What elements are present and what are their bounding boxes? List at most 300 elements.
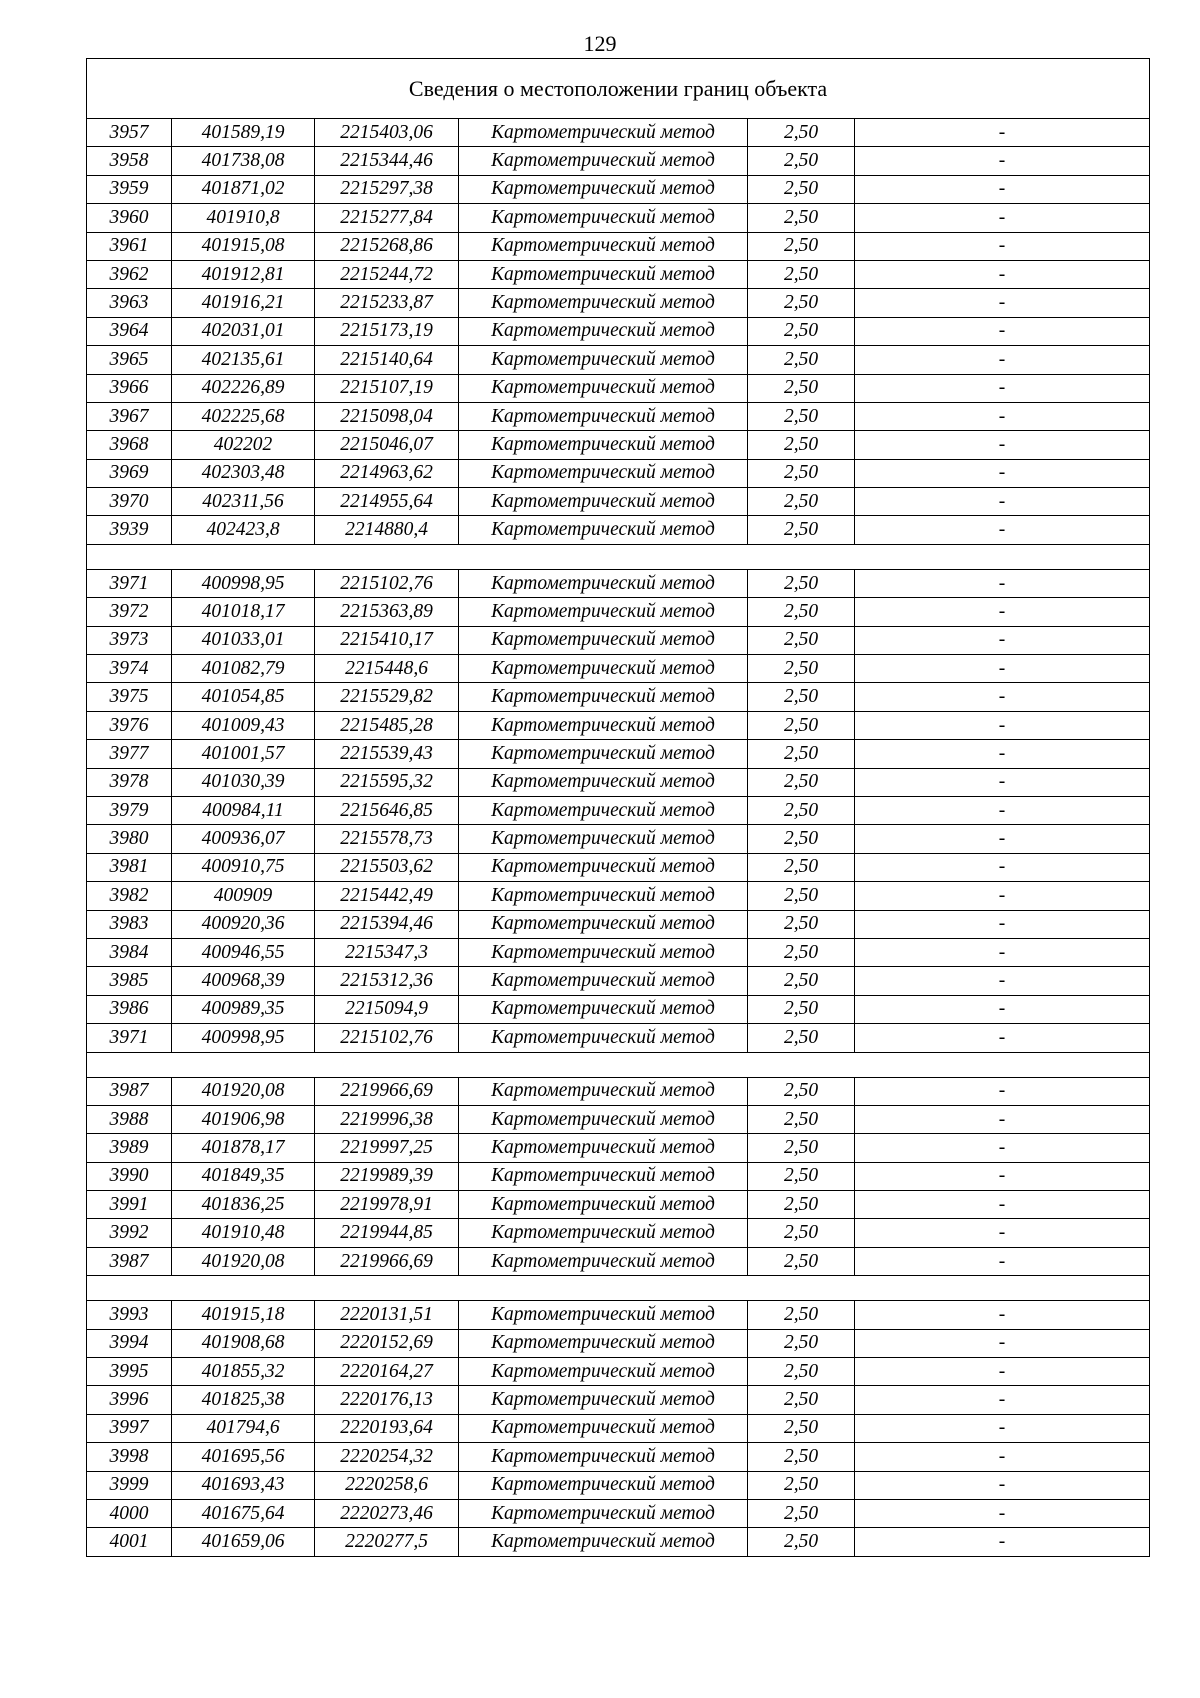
point-number-cell: 4001: [87, 1528, 172, 1556]
point-number-cell: 3989: [87, 1134, 172, 1162]
accuracy-cell: 2,50: [748, 1329, 855, 1357]
x-coordinate-cell: 401001,57: [172, 740, 315, 768]
table-row: [87, 1024, 1150, 1052]
table-body: [87, 59, 1150, 1557]
table-row: [87, 1414, 1150, 1442]
accuracy-cell: 2,50: [748, 1134, 855, 1162]
point-number-cell: 3982: [87, 882, 172, 910]
table-row: [87, 910, 1150, 938]
y-coordinate-cell: 2219989,39: [315, 1162, 459, 1190]
method-cell: Картометрический метод: [459, 431, 748, 459]
group-separator-cell: [87, 1052, 1150, 1077]
group-separator-row: [87, 544, 1150, 569]
point-number-cell: 3981: [87, 853, 172, 881]
point-number-cell: 3988: [87, 1105, 172, 1133]
y-coordinate-cell: 2215344,46: [315, 147, 459, 175]
accuracy-cell: 2,50: [748, 346, 855, 374]
accuracy-cell: 2,50: [748, 1247, 855, 1275]
description-cell: -: [855, 459, 1150, 487]
description-cell: -: [855, 1024, 1150, 1052]
accuracy-cell: 2,50: [748, 1024, 855, 1052]
x-coordinate-cell: 401878,17: [172, 1134, 315, 1162]
accuracy-cell: 2,50: [748, 516, 855, 544]
method-cell: Картометрический метод: [459, 683, 748, 711]
method-cell: Картометрический метод: [459, 516, 748, 544]
description-cell: -: [855, 796, 1150, 824]
accuracy-cell: 2,50: [748, 1219, 855, 1247]
x-coordinate-cell: 402225,68: [172, 402, 315, 430]
accuracy-cell: 2,50: [748, 1162, 855, 1190]
table-row: [87, 711, 1150, 739]
method-cell: Картометрический метод: [459, 825, 748, 853]
description-cell: -: [855, 260, 1150, 288]
accuracy-cell: 2,50: [748, 740, 855, 768]
table-row: [87, 175, 1150, 203]
point-number-cell: 3960: [87, 204, 172, 232]
x-coordinate-cell: 401659,06: [172, 1528, 315, 1556]
point-number-cell: 3958: [87, 147, 172, 175]
method-cell: Картометрический метод: [459, 1329, 748, 1357]
table-row: [87, 1471, 1150, 1499]
accuracy-cell: 2,50: [748, 374, 855, 402]
description-cell: -: [855, 175, 1150, 203]
x-coordinate-cell: 401915,18: [172, 1301, 315, 1329]
table-row: [87, 260, 1150, 288]
x-coordinate-cell: 401916,21: [172, 289, 315, 317]
method-cell: Картометрический метод: [459, 1358, 748, 1386]
accuracy-cell: 2,50: [748, 1386, 855, 1414]
method-cell: Картометрический метод: [459, 598, 748, 626]
group-separator-cell: [87, 1276, 1150, 1301]
y-coordinate-cell: 2220254,32: [315, 1443, 459, 1471]
y-coordinate-cell: 2215244,72: [315, 260, 459, 288]
description-cell: -: [855, 204, 1150, 232]
point-number-cell: 3964: [87, 317, 172, 345]
y-coordinate-cell: 2219978,91: [315, 1191, 459, 1219]
y-coordinate-cell: 2215098,04: [315, 402, 459, 430]
point-number-cell: 3962: [87, 260, 172, 288]
method-cell: Картометрический метод: [459, 346, 748, 374]
y-coordinate-cell: 2215539,43: [315, 740, 459, 768]
accuracy-cell: 2,50: [748, 882, 855, 910]
point-number-cell: 3984: [87, 938, 172, 966]
description-cell: -: [855, 598, 1150, 626]
y-coordinate-cell: 2220193,64: [315, 1414, 459, 1442]
accuracy-cell: 2,50: [748, 317, 855, 345]
method-cell: Картометрический метод: [459, 740, 748, 768]
x-coordinate-cell: 400920,36: [172, 910, 315, 938]
description-cell: -: [855, 317, 1150, 345]
x-coordinate-cell: 402135,61: [172, 346, 315, 374]
description-cell: -: [855, 1219, 1150, 1247]
method-cell: Картометрический метод: [459, 459, 748, 487]
point-number-cell: 3970: [87, 488, 172, 516]
point-number-cell: 3961: [87, 232, 172, 260]
point-number-cell: 3939: [87, 516, 172, 544]
y-coordinate-cell: 2220277,5: [315, 1528, 459, 1556]
point-number-cell: 3985: [87, 967, 172, 995]
x-coordinate-cell: 401908,68: [172, 1329, 315, 1357]
y-coordinate-cell: 2219944,85: [315, 1219, 459, 1247]
method-cell: Картометрический метод: [459, 1301, 748, 1329]
accuracy-cell: 2,50: [748, 1358, 855, 1386]
description-cell: -: [855, 374, 1150, 402]
accuracy-cell: 2,50: [748, 711, 855, 739]
x-coordinate-cell: 401910,8: [172, 204, 315, 232]
y-coordinate-cell: 2215107,19: [315, 374, 459, 402]
point-number-cell: 3971: [87, 1024, 172, 1052]
x-coordinate-cell: 400989,35: [172, 995, 315, 1023]
method-cell: Картометрический метод: [459, 711, 748, 739]
description-cell: -: [855, 1077, 1150, 1105]
y-coordinate-cell: 2219997,25: [315, 1134, 459, 1162]
table-row: [87, 1134, 1150, 1162]
method-cell: Картометрический метод: [459, 1134, 748, 1162]
table-row: [87, 967, 1150, 995]
description-cell: -: [855, 1191, 1150, 1219]
y-coordinate-cell: 2215442,49: [315, 882, 459, 910]
x-coordinate-cell: 401855,32: [172, 1358, 315, 1386]
x-coordinate-cell: 401871,02: [172, 175, 315, 203]
y-coordinate-cell: 2219966,69: [315, 1077, 459, 1105]
y-coordinate-cell: 2220273,46: [315, 1499, 459, 1527]
table-row: [87, 796, 1150, 824]
accuracy-cell: 2,50: [748, 683, 855, 711]
point-number-cell: 3966: [87, 374, 172, 402]
accuracy-cell: 2,50: [748, 119, 855, 147]
y-coordinate-cell: 2219966,69: [315, 1247, 459, 1275]
description-cell: -: [855, 967, 1150, 995]
method-cell: Картометрический метод: [459, 1414, 748, 1442]
point-number-cell: 3980: [87, 825, 172, 853]
method-cell: Картометрический метод: [459, 402, 748, 430]
method-cell: Картометрический метод: [459, 204, 748, 232]
y-coordinate-cell: 2215448,6: [315, 655, 459, 683]
description-cell: -: [855, 1105, 1150, 1133]
description-cell: -: [855, 1329, 1150, 1357]
description-cell: -: [855, 1414, 1150, 1442]
accuracy-cell: 2,50: [748, 1301, 855, 1329]
table-row: [87, 598, 1150, 626]
x-coordinate-cell: 400946,55: [172, 938, 315, 966]
table-title-row: [87, 59, 1150, 119]
x-coordinate-cell: 400984,11: [172, 796, 315, 824]
x-coordinate-cell: 401054,85: [172, 683, 315, 711]
description-cell: -: [855, 1499, 1150, 1527]
x-coordinate-cell: 401693,43: [172, 1471, 315, 1499]
x-coordinate-cell: 401082,79: [172, 655, 315, 683]
accuracy-cell: 2,50: [748, 825, 855, 853]
point-number-cell: 3978: [87, 768, 172, 796]
table-row: [87, 1162, 1150, 1190]
x-coordinate-cell: 401589,19: [172, 119, 315, 147]
point-number-cell: 3977: [87, 740, 172, 768]
y-coordinate-cell: 2214963,62: [315, 459, 459, 487]
accuracy-cell: 2,50: [748, 910, 855, 938]
method-cell: Картометрический метод: [459, 232, 748, 260]
point-number-cell: 3987: [87, 1077, 172, 1105]
y-coordinate-cell: 2215102,76: [315, 569, 459, 597]
accuracy-cell: 2,50: [748, 995, 855, 1023]
accuracy-cell: 2,50: [748, 853, 855, 881]
table-row: [87, 346, 1150, 374]
x-coordinate-cell: 402226,89: [172, 374, 315, 402]
method-cell: Картометрический метод: [459, 882, 748, 910]
description-cell: -: [855, 1301, 1150, 1329]
point-number-cell: 3996: [87, 1386, 172, 1414]
description-cell: -: [855, 853, 1150, 881]
accuracy-cell: 2,50: [748, 1528, 855, 1556]
group-separator-cell: [87, 544, 1150, 569]
y-coordinate-cell: 2220131,51: [315, 1301, 459, 1329]
x-coordinate-cell: 401849,35: [172, 1162, 315, 1190]
description-cell: -: [855, 232, 1150, 260]
method-cell: Картометрический метод: [459, 1105, 748, 1133]
point-number-cell: 3999: [87, 1471, 172, 1499]
description-cell: -: [855, 402, 1150, 430]
table-row: [87, 402, 1150, 430]
y-coordinate-cell: 2215403,06: [315, 119, 459, 147]
method-cell: Картометрический метод: [459, 260, 748, 288]
x-coordinate-cell: 402423,8: [172, 516, 315, 544]
y-coordinate-cell: 2220176,13: [315, 1386, 459, 1414]
x-coordinate-cell: 401912,81: [172, 260, 315, 288]
table-row: [87, 147, 1150, 175]
point-number-cell: 3995: [87, 1358, 172, 1386]
y-coordinate-cell: 2215046,07: [315, 431, 459, 459]
table-row: [87, 1077, 1150, 1105]
x-coordinate-cell: 400968,39: [172, 967, 315, 995]
table-row: [87, 1358, 1150, 1386]
table-row: [87, 204, 1150, 232]
point-number-cell: 3987: [87, 1247, 172, 1275]
description-cell: -: [855, 740, 1150, 768]
table-row: [87, 683, 1150, 711]
accuracy-cell: 2,50: [748, 488, 855, 516]
x-coordinate-cell: 401915,08: [172, 232, 315, 260]
accuracy-cell: 2,50: [748, 402, 855, 430]
point-number-cell: 3997: [87, 1414, 172, 1442]
method-cell: Картометрический метод: [459, 1024, 748, 1052]
accuracy-cell: 2,50: [748, 1443, 855, 1471]
description-cell: -: [855, 1471, 1150, 1499]
method-cell: Картометрический метод: [459, 938, 748, 966]
method-cell: Картометрический метод: [459, 853, 748, 881]
description-cell: -: [855, 1162, 1150, 1190]
point-number-cell: 3976: [87, 711, 172, 739]
table-title: Сведения о местоположении границ объекта: [87, 59, 1150, 119]
table-row: [87, 374, 1150, 402]
table-row: [87, 488, 1150, 516]
x-coordinate-cell: 400909: [172, 882, 315, 910]
x-coordinate-cell: 400910,75: [172, 853, 315, 881]
accuracy-cell: 2,50: [748, 289, 855, 317]
method-cell: Картометрический метод: [459, 1162, 748, 1190]
table-row: [87, 655, 1150, 683]
y-coordinate-cell: 2220164,27: [315, 1358, 459, 1386]
point-number-cell: 3998: [87, 1443, 172, 1471]
description-cell: -: [855, 768, 1150, 796]
table-row: [87, 1105, 1150, 1133]
method-cell: Картометрический метод: [459, 1528, 748, 1556]
description-cell: -: [855, 289, 1150, 317]
accuracy-cell: 2,50: [748, 938, 855, 966]
x-coordinate-cell: 401738,08: [172, 147, 315, 175]
accuracy-cell: 2,50: [748, 768, 855, 796]
y-coordinate-cell: 2215233,87: [315, 289, 459, 317]
y-coordinate-cell: 2215646,85: [315, 796, 459, 824]
accuracy-cell: 2,50: [748, 1077, 855, 1105]
accuracy-cell: 2,50: [748, 1191, 855, 1219]
accuracy-cell: 2,50: [748, 147, 855, 175]
x-coordinate-cell: 401920,08: [172, 1247, 315, 1275]
description-cell: -: [855, 147, 1150, 175]
table-row: [87, 853, 1150, 881]
description-cell: -: [855, 655, 1150, 683]
y-coordinate-cell: 2215503,62: [315, 853, 459, 881]
description-cell: -: [855, 683, 1150, 711]
accuracy-cell: 2,50: [748, 1471, 855, 1499]
page-number: 129: [583, 31, 617, 56]
table-row: [87, 1443, 1150, 1471]
point-number-cell: 3969: [87, 459, 172, 487]
table-row: [87, 232, 1150, 260]
y-coordinate-cell: 2215102,76: [315, 1024, 459, 1052]
table-row: [87, 882, 1150, 910]
x-coordinate-cell: 401030,39: [172, 768, 315, 796]
y-coordinate-cell: 2215578,73: [315, 825, 459, 853]
description-cell: -: [855, 1134, 1150, 1162]
description-cell: -: [855, 346, 1150, 374]
method-cell: Картометрический метод: [459, 1471, 748, 1499]
y-coordinate-cell: 2214880,4: [315, 516, 459, 544]
y-coordinate-cell: 2220152,69: [315, 1329, 459, 1357]
x-coordinate-cell: 401920,08: [172, 1077, 315, 1105]
description-cell: -: [855, 1443, 1150, 1471]
table-row: [87, 569, 1150, 597]
table-row: [87, 431, 1150, 459]
accuracy-cell: 2,50: [748, 175, 855, 203]
description-cell: -: [855, 825, 1150, 853]
description-cell: -: [855, 431, 1150, 459]
y-coordinate-cell: 2219996,38: [315, 1105, 459, 1133]
y-coordinate-cell: 2215094,9: [315, 995, 459, 1023]
point-number-cell: 3992: [87, 1219, 172, 1247]
point-number-cell: 3974: [87, 655, 172, 683]
y-coordinate-cell: 2215347,3: [315, 938, 459, 966]
method-cell: Картометрический метод: [459, 488, 748, 516]
method-cell: Картометрический метод: [459, 569, 748, 597]
y-coordinate-cell: 2215140,64: [315, 346, 459, 374]
y-coordinate-cell: 2215485,28: [315, 711, 459, 739]
point-number-cell: 3972: [87, 598, 172, 626]
point-number-cell: 4000: [87, 1499, 172, 1527]
y-coordinate-cell: 2215529,82: [315, 683, 459, 711]
x-coordinate-cell: 402311,56: [172, 488, 315, 516]
table-row: [87, 768, 1150, 796]
table-row: [87, 459, 1150, 487]
table-row: [87, 516, 1150, 544]
method-cell: Картометрический метод: [459, 119, 748, 147]
x-coordinate-cell: 401825,38: [172, 1386, 315, 1414]
table-row: [87, 626, 1150, 654]
accuracy-cell: 2,50: [748, 431, 855, 459]
method-cell: Картометрический метод: [459, 1247, 748, 1275]
y-coordinate-cell: 2215595,32: [315, 768, 459, 796]
description-cell: -: [855, 910, 1150, 938]
description-cell: -: [855, 569, 1150, 597]
description-cell: -: [855, 938, 1150, 966]
description-cell: -: [855, 1247, 1150, 1275]
table-row: [87, 938, 1150, 966]
method-cell: Картометрический метод: [459, 1219, 748, 1247]
table-row: [87, 1247, 1150, 1275]
accuracy-cell: 2,50: [748, 655, 855, 683]
description-cell: -: [855, 995, 1150, 1023]
y-coordinate-cell: 2215312,36: [315, 967, 459, 995]
accuracy-cell: 2,50: [748, 967, 855, 995]
x-coordinate-cell: 400998,95: [172, 1024, 315, 1052]
x-coordinate-cell: 401836,25: [172, 1191, 315, 1219]
table-row: [87, 1499, 1150, 1527]
point-number-cell: 3993: [87, 1301, 172, 1329]
table-row: [87, 1301, 1150, 1329]
y-coordinate-cell: 2214955,64: [315, 488, 459, 516]
x-coordinate-cell: 402303,48: [172, 459, 315, 487]
table-row: [87, 825, 1150, 853]
x-coordinate-cell: 402202: [172, 431, 315, 459]
point-number-cell: 3963: [87, 289, 172, 317]
x-coordinate-cell: 401906,98: [172, 1105, 315, 1133]
method-cell: Картометрический метод: [459, 1386, 748, 1414]
accuracy-cell: 2,50: [748, 796, 855, 824]
description-cell: -: [855, 1386, 1150, 1414]
method-cell: Картометрический метод: [459, 768, 748, 796]
point-number-cell: 3994: [87, 1329, 172, 1357]
point-number-cell: 3971: [87, 569, 172, 597]
x-coordinate-cell: 401794,6: [172, 1414, 315, 1442]
description-cell: -: [855, 1528, 1150, 1556]
method-cell: Картометрический метод: [459, 1443, 748, 1471]
x-coordinate-cell: 401695,56: [172, 1443, 315, 1471]
table-row: [87, 740, 1150, 768]
table-row: [87, 1219, 1150, 1247]
table-row: [87, 119, 1150, 147]
method-cell: Картометрический метод: [459, 1191, 748, 1219]
table-row: [87, 317, 1150, 345]
accuracy-cell: 2,50: [748, 204, 855, 232]
x-coordinate-cell: 400998,95: [172, 569, 315, 597]
method-cell: Картометрический метод: [459, 1499, 748, 1527]
description-cell: -: [855, 516, 1150, 544]
boundary-coordinates-table: [86, 58, 1150, 1557]
point-number-cell: 3957: [87, 119, 172, 147]
description-cell: -: [855, 119, 1150, 147]
point-number-cell: 3965: [87, 346, 172, 374]
accuracy-cell: 2,50: [748, 232, 855, 260]
accuracy-cell: 2,50: [748, 626, 855, 654]
point-number-cell: 3990: [87, 1162, 172, 1190]
x-coordinate-cell: 401033,01: [172, 626, 315, 654]
y-coordinate-cell: 2215277,84: [315, 204, 459, 232]
method-cell: Картометрический метод: [459, 967, 748, 995]
y-coordinate-cell: 2215410,17: [315, 626, 459, 654]
method-cell: Картометрический метод: [459, 175, 748, 203]
accuracy-cell: 2,50: [748, 1105, 855, 1133]
table-row: [87, 1329, 1150, 1357]
point-number-cell: 3979: [87, 796, 172, 824]
description-cell: -: [855, 626, 1150, 654]
